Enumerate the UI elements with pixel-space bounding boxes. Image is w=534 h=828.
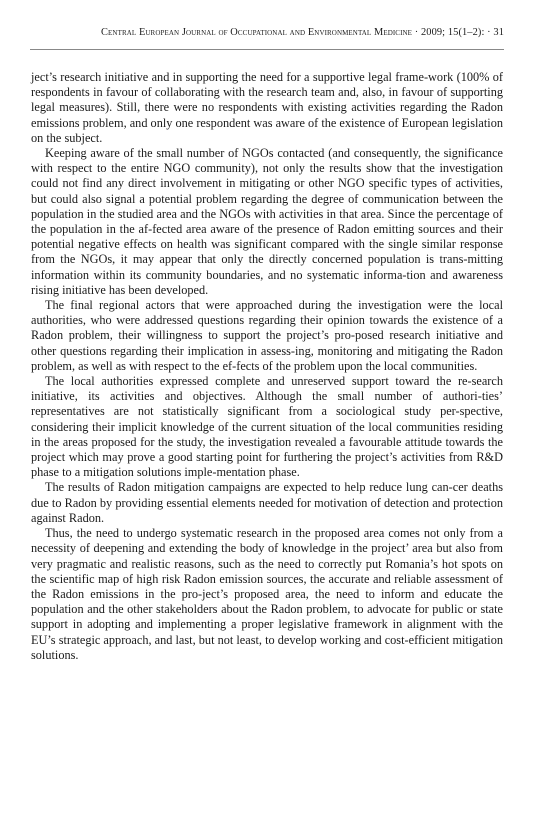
paragraph-ngo-awareness: Keeping aware of the small number of NGOs contacted (and consequently, the significance with respect to the entire NGO community), not only the results show that the investigation could not find any direct involvement in mitigating or other NGO specific types of activities, but could also signal a potential problem regarding the degree of communication between the population in the studied area and the NGOs with activities in that area. Since the percentage of the population in the af-fected area aware of the presence of Radon emitting sources and their potential negative effects on health was significant compared with the single similar response from the NGOs, it may appear that only the directly concerned population is trans-mitting information within its community boundaries, and no systematic informa-tion and awareness rising initiative has been developed. [31,146,503,297]
paragraph-local-authorities: The final regional actors that were approached during the investigation were the local authorities, who were addressed questions regarding their opinion towards the existence of a Radon problem, their willingness to support the project’s pro-posed research initiative and other questions regarding their implication in assess-ing, monitoring and mitigating the Radon problem, as well as with respect to the ef-fects of the problem upon the local communities. [31,298,503,373]
paragraph-conclusion: Thus, the need to undergo systematic research in the proposed area comes not only from a necessity of deepening and extending the body of knowledge in the project’ area but also from very pragmatic and realistic reasons, such as the need to correctly put Romania’s hot spots on the scientific map of high risk Radon emission sources, the accurate and reliable assessment of the Radon emissions in the pro-ject’s proposed area, the need to inform and educate the population and the other stakeholders about the Radon problem, to advocate for public or state support in adopting and implementing a proper legislative framework in alignment with the EU’s strategic approach, and last, but not least, to develop working and cost-efficient mitigation solutions. [31,526,503,662]
paragraph-authorities-support: The local authorities expressed complete and unreserved support toward the re-search initiative, its activities and objectives. Although the small number of authori-ties’ representatives are not statistically significant from a sociological study per-spective, considering their implicit knowledge of the current situation of the local communities residing in the areas proposed for the study, the investigation revealed a favourable attitude towards the project which may prove a good starting point for furthering the project’s activities from R&D phase to a mitigation solutions imple-mentation phase. [31,374,503,480]
running-head: Central European Journal of Occupational and Environmental Medicine · 2009; 15(1–2): · 31 [101,27,504,38]
paragraph-mitigation-results: The results of Radon mitigation campaigns are expected to help reduce lung can-cer deaths due to Radon by providing essential elements needed for motivation of detection and protection against Radon. [31,480,503,525]
article-body [31,70,503,663]
paragraph-continuation: ject’s research initiative and in supporting the need for a supportive legal frame-work (100% of respondents in favour of collaborating with the research team and, also, in favour of supporting legal measures). Still, there were no respondents with existing activities regarding the Radon emissions problem, and only one respondent was aware of the existence of European legislation on the subject. [31,70,503,145]
header-rule [30,49,504,50]
